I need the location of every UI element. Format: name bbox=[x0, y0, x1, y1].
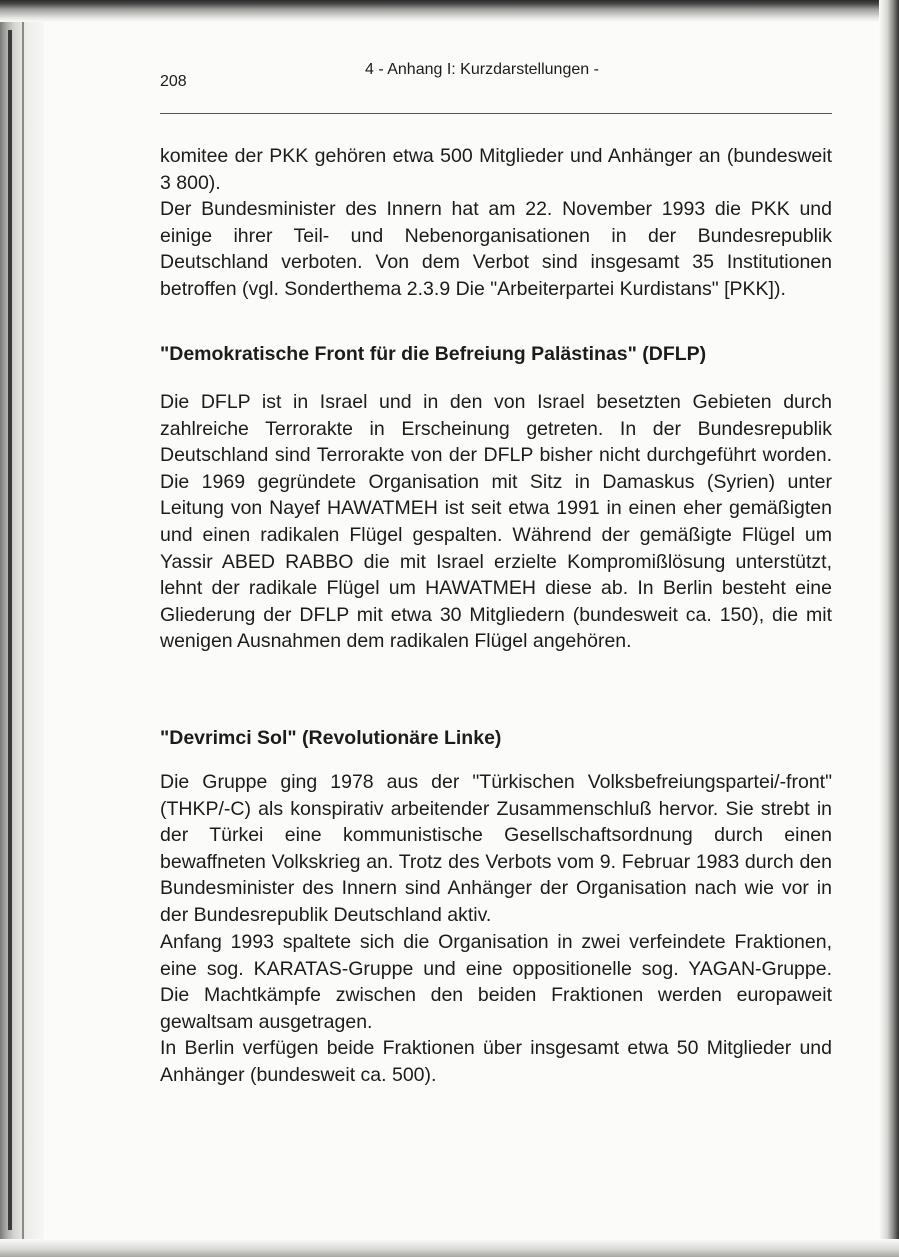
intro-paragraph-1: komitee der PKK gehören etwa 500 Mitglieder und Anhänger an (bundesweit 3 800). bbox=[160, 145, 832, 194]
running-head: 4 - Anhang I: Kurzdarstellungen - bbox=[365, 61, 599, 78]
intro-paragraph-2: Der Bundesminister des Innern hat am 22. November 1993 die PKK und einige ihrer Teil- und Nebenorganisationen in der Bundesrepublik Deutschland verboten. Von dem Verbot sind insgesamt 35 Institutionen betroffen (vgl. Sonderthema 2.3.9 Die "Arbeiterpartei Kurdistans" [PKK]). bbox=[160, 198, 832, 300]
devrimci-paragraph-1: Die Gruppe ging 1978 aus der "Türkischen Volksbefreiungspartei/-front" (THKP/-C) als konspirativ arbeitender Zusammenschluß hervor. Sie strebt in der Türkei eine kommunistische Gesellschaftsordnung durch einen bewaffneten Volkskrieg an. Trotz des Verbots vom 9. Februar 1983 durch den Bundesminister des Innern sind Anhänger der Organisation nach wie vor in der Bundesrepublik Deutschland aktiv. bbox=[160, 771, 832, 926]
section-heading-dflp: "Demokratische Front für die Befreiung Palästinas" (DFLP) bbox=[160, 343, 707, 365]
header-rule bbox=[160, 113, 832, 114]
page-right-edge bbox=[879, 0, 899, 1257]
book-spine-shadow bbox=[0, 0, 44, 1257]
page-number: 208 bbox=[160, 73, 187, 90]
page-top-edge bbox=[0, 0, 899, 22]
devrimci-paragraph-3: In Berlin verfügen beide Fraktionen über insgesamt etwa 50 Mitglieder und Anhänger (bundesweit ca. 500). bbox=[160, 1037, 832, 1086]
binding-crease bbox=[22, 20, 24, 1240]
page-bottom-edge bbox=[0, 1239, 899, 1257]
section-heading-devrimci-sol: "Devrimci Sol" (Revolutionäre Linke) bbox=[160, 727, 502, 749]
binding-edge bbox=[8, 30, 12, 1230]
dflp-paragraph: Die DFLP ist in Israel und in den von Israel besetzten Gebieten durch zahlreiche Terrorakte in Erscheinung getreten. In der Bundesrepublik Deutschland sind Terrorakte von der DFLP bisher nicht durchgeführt worden. Die 1969 gegründete Organisation mit Sitz in Damaskus (Syrien) unter Leitung von Nayef HAWATMEH ist seit etwa 1991 in einen eher gemäßigten und einen radikalen Flügel gespalten. Während der gemäßigte Flügel um Yassir ABED RABBO die mit Israel erzielte Kompromißlösung unterstützt, lehnt der radikale Flügel um HAWATMEH diese ab. In Berlin besteht eine Gliederung der DFLP mit etwa 30 Mitgliedern (bundesweit ca. 150), die mit wenigen Ausnahmen dem radikalen Flügel angehören. bbox=[160, 391, 832, 653]
devrimci-paragraph-2: Anfang 1993 spaltete sich die Organisation in zwei verfeindete Fraktionen, eine sog. KARATAS-Gruppe und eine oppositionelle sog. YAGAN-Gruppe. Die Machtkämpfe zwischen den beiden Fraktionen werden europaweit gewaltsam ausgetragen. bbox=[160, 931, 832, 1033]
